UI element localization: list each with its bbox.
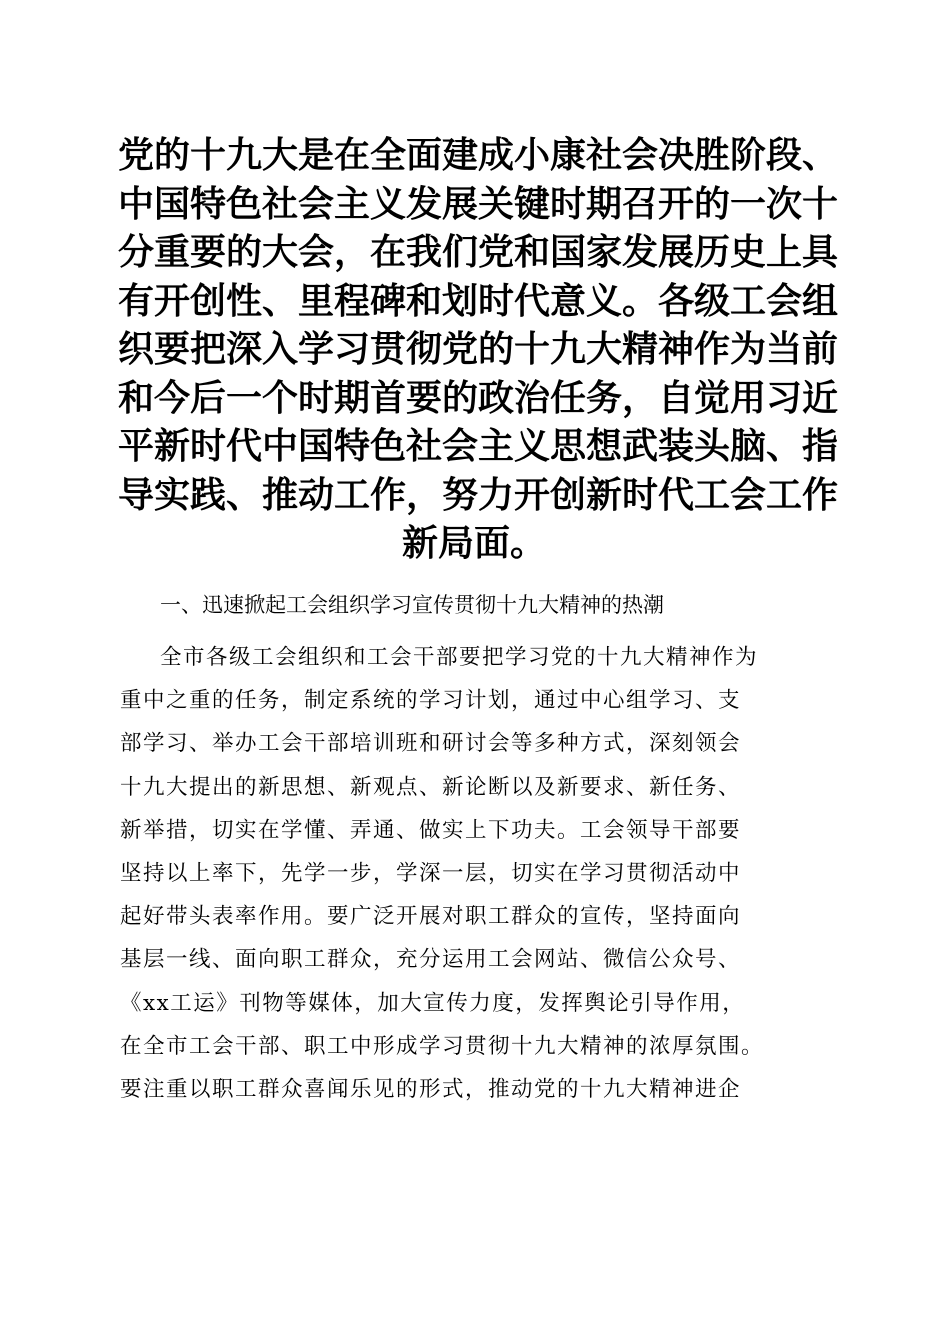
- body-line: 基层一线、面向职工群众，充分运用工会网站、微信公众号、: [120, 947, 742, 973]
- title-line: 有开创性、里程碑和划时代意义。各级工会组: [118, 280, 839, 322]
- body-line: 部学习、举办工会干部培训班和研讨会等多种方式，深刻领会: [120, 731, 742, 757]
- title-line: 分重要的大会，在我们党和国家发展历史上具: [118, 232, 839, 273]
- section-heading: 一、迅速掀起工会组织学习宣传贯彻十九大精神的热潮: [160, 593, 664, 617]
- title-line: 平新时代中国特色社会主义思想武装头脑、指: [118, 426, 839, 467]
- body-line: 《xx工运》刊物等媒体，加大宣传力度，发挥舆论引导作用，: [120, 990, 746, 1016]
- title-line: 织要把深入学习贯彻党的十九大精神作为当前: [118, 329, 839, 370]
- title-line: 新局面。: [401, 523, 546, 564]
- body-line: 重中之重的任务，制定系统的学习计划，通过中心组学习、支: [120, 688, 742, 714]
- title-line: 党的十九大是在全面建成小康社会决胜阶段、: [118, 135, 839, 176]
- body-line: 十九大提出的新思想、新观点、新论断以及新要求、新任务、: [120, 774, 742, 800]
- title-line: 中国特色社会主义发展关键时期召开的一次十: [118, 183, 839, 225]
- title-line: 和今后一个时期首要的政治任务，自觉用习近: [118, 377, 839, 419]
- body-line: 新举措，切实在学懂、弄通、做实上下功夫。工会领导干部要: [120, 817, 742, 843]
- body-line: 坚持以上率下，先学一步，学深一层，切实在学习贯彻活动中: [120, 860, 742, 886]
- body-line: 要注重以职工群众喜闻乐见的形式，推动党的十九大精神进企: [120, 1076, 742, 1102]
- document-title: [118, 132, 839, 569]
- body-line: 全市各级工会组织和工会干部要把学习党的十九大精神作为: [160, 645, 759, 670]
- body-paragraph: [120, 636, 840, 1111]
- body-line: 起好带头表率作用。要广泛开展对职工群众的宣传，坚持面向: [120, 904, 742, 930]
- body-line: 在全市工会干部、职工中形成学习贯彻十九大精神的浓厚氛围。: [120, 1033, 765, 1059]
- title-line: 导实践、推动工作，努力开创新时代工会工作: [118, 474, 839, 516]
